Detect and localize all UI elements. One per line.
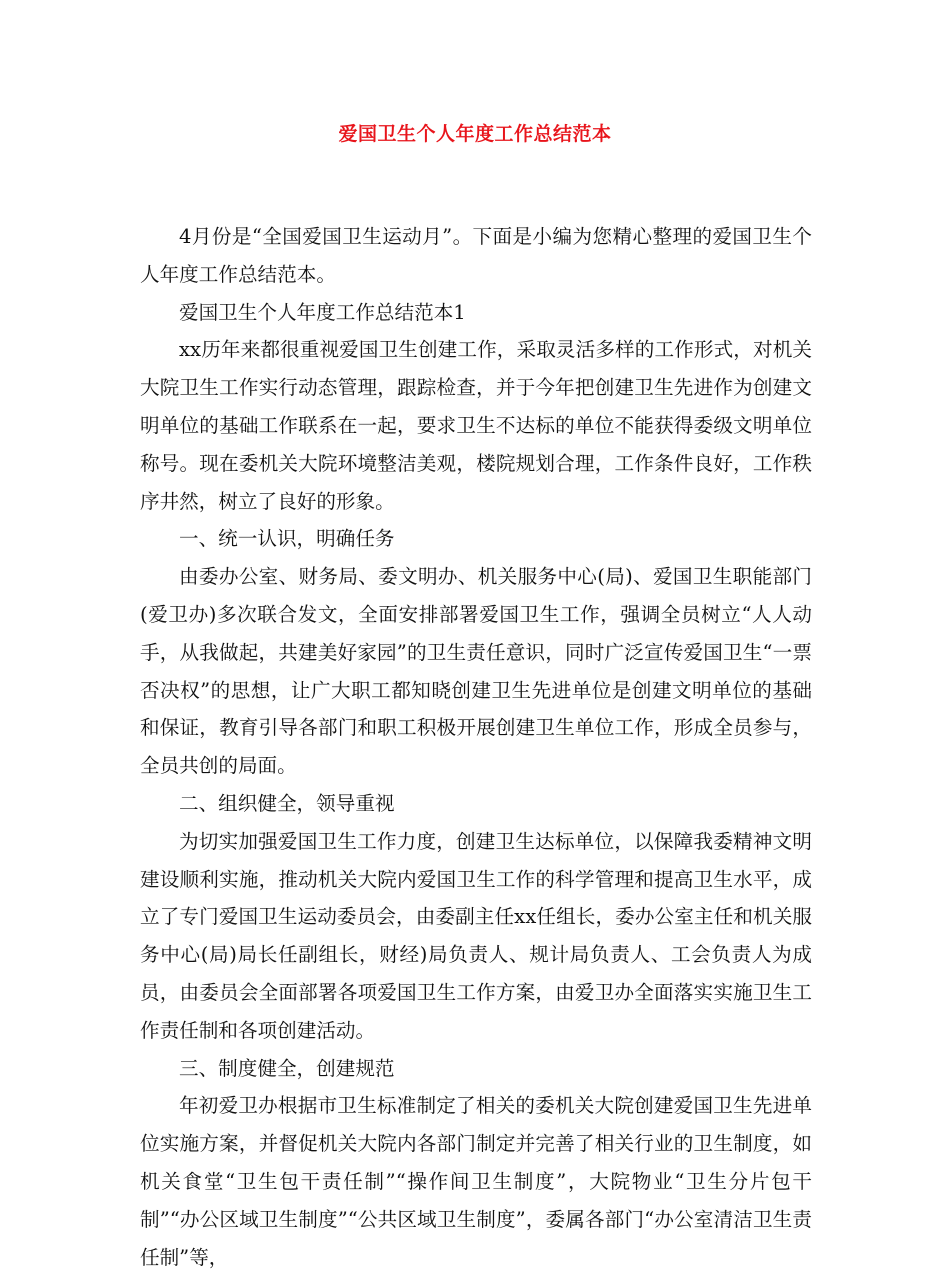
- paragraph-overview: xx历年来都很重视爱国卫生创建工作，采取灵活多样的工作形式，对机关大院卫生工作实行动态管理，跟踪检查，并于今年把创建卫生先进作为创建文明单位的基础工作联系在一起，要求卫生不达标的单位不能获得委级文明单位称号。现在委机关大院环境整洁美观，楼院规划合理，工作条件良好，工作秩序井然，树立了良好的形象。: [140, 338, 812, 513]
- document-title: 爱国卫生个人年度工作总结范本: [338, 123, 612, 145]
- paragraph-subtitle: 爱国卫生个人年度工作总结范本1: [179, 300, 466, 324]
- paragraph-section-1: 由委办公室、财务局、委文明办、机关服务中心(局)、爱国卫生职能部门(爱卫办)多次联合发文，全面安排部署爱国卫生工作，强调全员树立“人人动手，从我做起，共建美好家园”的卫生责任意识，同时广泛宣传爱国卫生“一票否决权”的思想，让广大职工都知晓创建卫生先进单位是创建文明单位的基础和保证，教育引导各部门和职工积极开展创建卫生单位工作，形成全员参与，全员共创的局面。: [140, 565, 812, 778]
- paragraph-section-2: 为切实加强爱国卫生工作力度，创建卫生达标单位，以保障我委精神文明建设顺利实施，推动机关大院内爱国卫生工作的科学管理和提高卫生水平，成立了专门爱国卫生运动委员会，由委副主任xx任组长，委办公室主任和机关服务中心(局)局长任副组长，财经)局负责人、规计局负责人、工会负责人为成员，由委员会全面部署各项爱国卫生工作方案，由爱卫办全面落实实施卫生工作责任制和各项创建活动。: [140, 829, 812, 1042]
- document-body: [140, 218, 812, 1276]
- paragraph-section-3: 年初爱卫办根据市卫生标准制定了相关的委机关大院创建爱国卫生先进单位实施方案，并督促机关大院内各部门制定并完善了相关行业的卫生制度，如机关食堂“卫生包干责任制”“操作间卫生制度”，大院物业“卫生分片包干制”“办公区域卫生制度”“公共区域卫生制度”，委属各部门“办公室清洁卫生责任制”等，: [140, 1094, 812, 1269]
- section-heading-2: 二、组织健全，领导重视: [179, 791, 395, 815]
- section-heading-1: 一、统一认识，明确任务: [179, 527, 395, 551]
- paragraph-intro: 4月份是“全国爱国卫生运动月”。下面是小编为您精心整理的爱国卫生个人年度工作总结范本。: [140, 225, 812, 286]
- section-heading-3: 三、制度健全，创建规范: [179, 1056, 395, 1080]
